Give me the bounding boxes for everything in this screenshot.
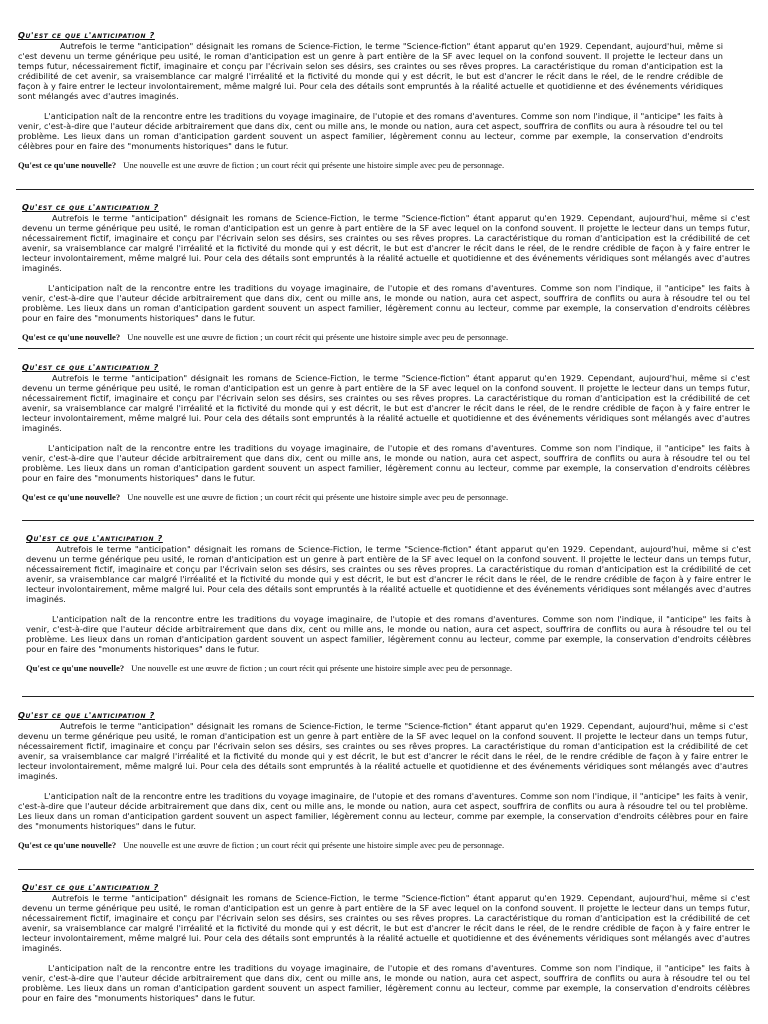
question-line — [18, 840, 748, 850]
divider-line — [22, 520, 754, 521]
paragraph-definition: Autrefois le terme "anticipation" désignait les romans de Science-Fiction, le terme "Science-fiction" étant apparut qu'en 1929. Cependant, aujourd'hui, même si c'est devenu un terme générique peu usité, le roman d'anticipation est un genre à part entière de la SF avec lequel on la confond souvent. Il projette le lecteur dans un temps futur, nécessairement fictif, imaginaire et conçu par l'écrivain selon ses désirs, ses craintes ou ses rêves propres. La caractéristique du roman d'anticipation est la crédibilité de cet avenir, sa vraisemblance car malgré l'irréalité et la fictivité du monde qui y est décrit, le but est d'ancrer le récit dans le réel, de le rendre crédible de façon à y faire entrer le lecteur involontairement, même malgré lui. Pour cela des détails sont empruntés à la réalité actuelle et quotidienne et des événements véridiques sont mélangés avec d'autres imaginés. — [22, 893, 750, 954]
question-line — [22, 332, 750, 342]
question-label: Qu'est ce qu'une nouvelle? — [22, 491, 121, 502]
paragraph-origins: L'anticipation naît de la rencontre entre les traditions du voyage imaginaire, de l'utopie et des romans d'aventures. Comme son nom l'indique, il "anticipe" les faits à venir, c'est-à-dire que l'auteur décide arbitrairement que dans dix, cent ou mille ans, le monde ou nation, aura cet aspect, souffrira de conflits ou aura à résoudre tel ou tel problème. Les lieux dans un roman d'anticipation gardent souvent un aspect familier, légèrement connu au lecteur, comme par exemple, la conservation d'endroits célèbres pour en faire des "monuments historiques" dans le futur. — [22, 282, 750, 323]
section-title: Qu'est ce que l'anticipation ? — [18, 30, 155, 40]
question-answer: Une nouvelle est une œuvre de fiction ; un court récit qui présente une histoire simple avec peu de personnage. — [131, 662, 513, 673]
document-block-1 — [18, 30, 723, 170]
paragraph-definition: Autrefois le terme "anticipation" désignait les romans de Science-Fiction, le terme "Science-fiction" étant apparut qu'en 1929. Cependant, aujourd'hui, même si c'est devenu un terme générique peu usité, le roman d'anticipation est un genre à part entière de la SF avec lequel on la confond souvent. Il projette le lecteur dans un temps futur, nécessairement fictif, imaginaire et conçu par l'écrivain selon ses désirs, ses craintes ou ses rêves propres. La caractéristique du roman d'anticipation est la crédibilité de cet avenir, sa vraisemblance car malgré l'irréalité et la fictivité du monde qui y est décrit, le but est d'ancrer le récit dans le réel, de le rendre crédible de façon à y faire entrer le lecteur involontairement, même malgré lui. Pour cela des détails sont empruntés à la réalité actuelle et quotidienne et des événements véridiques sont mélangés avec d'autres imaginés. — [18, 721, 748, 782]
section-title: Qu'est ce que l'anticipation ? — [22, 882, 159, 892]
section-title: Qu'est ce que l'anticipation ? — [22, 202, 159, 212]
section-title: Qu'est ce que l'anticipation ? — [26, 533, 163, 543]
document-block-2 — [22, 202, 750, 342]
document-block-3 — [22, 362, 750, 502]
divider-line — [22, 696, 754, 697]
question-line — [18, 160, 723, 170]
question-label: Qu'est ce qu'une nouvelle? — [22, 331, 121, 342]
paragraph-origins: L'anticipation naît de la rencontre entre les traditions du voyage imaginaire, de l'utopie et des romans d'aventures. Comme son nom l'indique, il "anticipe" les faits à venir, c'est-à-dire que l'auteur décide arbitrairement que dans dix, cent ou mille ans, le monde ou nation, aura cet aspect, souffrira de conflits ou aura à résoudre tel ou tel problème. Les lieux dans un roman d'anticipation gardent souvent un aspect familier, légèrement connu au lecteur, comme par exemple, la conservation d'endroits célèbres pour en faire des "monuments historiques" dans le futur. — [26, 613, 751, 654]
question-answer: Une nouvelle est une œuvre de fiction ; un court récit qui présente une histoire simple avec peu de personnage. — [123, 159, 505, 170]
document-block-5 — [18, 710, 748, 850]
paragraph-origins: L'anticipation naît de la rencontre entre les traditions du voyage imaginaire, de l'utopie et des romans d'aventures. Comme son nom l'indique, il "anticipe" les faits à venir, c'est-à-dire que l'auteur décide arbitrairement que dans dix, cent ou mille ans, le monde ou nation, aura cet aspect, souffrira de conflits ou aura à résoudre tel ou tel problème. Les lieux dans un roman d'anticipation gardent souvent un aspect familier, légèrement connu au lecteur, comme par exemple, la conservation d'endroits célèbres pour en faire des "monuments historiques" dans le futur. — [22, 962, 750, 1003]
section-title: Qu'est ce que l'anticipation ? — [18, 710, 155, 720]
divider-line — [18, 348, 754, 349]
paragraph-origins: L'anticipation naît de la rencontre entre les traditions du voyage imaginaire, de l'utopie et des romans d'aventures. Comme son nom l'indique, il "anticipe" les faits à venir, c'est-à-dire que l'auteur décide arbitrairement que dans dix, cent ou mille ans, le monde ou nation, aura cet aspect, souffrira de conflits ou aura à résoudre tel ou tel problème. Les lieux dans un roman d'anticipation gardent souvent un aspect familier, légèrement connu au lecteur, comme par exemple, la conservation d'endroits célèbres pour en faire des "monuments historiques" dans le futur. — [22, 442, 750, 483]
paragraph-origins: L'anticipation naît de la rencontre entre les traditions du voyage imaginaire, de l'utopie et des romans d'aventures. Comme son nom l'indique, il "anticipe" les faits à venir, c'est-à-dire que l'auteur décide arbitrairement que dans dix, cent ou mille ans, le monde ou nation, aura cet aspect, souffrira de conflits ou aura à résoudre tel ou tel problème. Les lieux dans un roman d'anticipation gardent souvent un aspect familier, légèrement connu au lecteur, comme par exemple, la conservation d'endroits célèbres pour en faire des "monuments historiques" dans le futur. — [18, 790, 748, 831]
document-block-4 — [26, 533, 751, 673]
paragraph-definition: Autrefois le terme "anticipation" désignait les romans de Science-Fiction, le terme "Science-fiction" étant apparut qu'en 1929. Cependant, aujourd'hui, même si c'est devenu un terme générique peu usité, le roman d'anticipation est un genre à part entière de la SF avec lequel on la confond souvent. Il projette le lecteur dans un temps futur, nécessairement fictif, imaginaire et conçu par l'écrivain selon ses désirs, ses craintes ou ses rêves propres. La caractéristique du roman d'anticipation est la crédibilité de cet avenir, sa vraisemblance car malgré l'irréalité et la fictivité du monde qui y est décrit, le but est d'ancrer le récit dans le réel, de le rendre crédible de façon à y faire entrer le lecteur involontairement, même malgré lui. Pour cela des détails sont empruntés à la réalité actuelle et quotidienne et des événements véridiques sont mélangés avec d'autres imaginés. — [22, 373, 750, 434]
question-answer: Une nouvelle est une œuvre de fiction ; un court récit qui présente une histoire simple avec peu de personnage. — [123, 839, 505, 850]
question-answer: Une nouvelle est une œuvre de fiction ; un court récit qui présente une histoire simple avec peu de personnage. — [127, 491, 509, 502]
paragraph-definition: Autrefois le terme "anticipation" désignait les romans de Science-Fiction, le terme "Science-fiction" étant apparut qu'en 1929. Cependant, aujourd'hui, même si c'est devenu un terme générique peu usité, le roman d'anticipation est un genre à part entière de la SF avec lequel on la confond souvent. Il projette le lecteur dans un temps futur, nécessairement fictif, imaginaire et conçu par l'écrivain selon ses désirs, ses craintes ou ses rêves propres. La caractéristique du roman d'anticipation est la crédibilité de cet avenir, sa vraisemblance car malgré l'irréalité et la fictivité du monde qui y est décrit, le but est d'ancrer le récit dans le réel, de le rendre crédible de façon à y faire entrer le lecteur involontairement, même malgré lui. Pour cela des détails sont empruntés à la réalité actuelle et quotidienne et des événements véridiques sont mélangés avec d'autres imaginés. — [26, 544, 751, 605]
question-label: Qu'est ce qu'une nouvelle? — [18, 839, 117, 850]
question-label: Qu'est ce qu'une nouvelle? — [18, 159, 117, 170]
question-line — [26, 663, 751, 673]
divider-line — [18, 869, 754, 870]
question-label: Qu'est ce qu'une nouvelle? — [26, 662, 125, 673]
paragraph-definition: Autrefois le terme "anticipation" désignait les romans de Science-Fiction, le terme "Science-fiction" étant apparut qu'en 1929. Cependant, aujourd'hui, même si c'est devenu un terme générique peu usité, le roman d'anticipation est un genre à part entière de la SF avec lequel on la confond souvent. Il projette le lecteur dans un temps futur, nécessairement fictif, imaginaire et conçu par l'écrivain selon ses désirs, ses craintes ou ses rêves propres. La caractéristique du roman d'anticipation est la crédibilité de cet avenir, sa vraisemblance car malgré l'irréalité et la fictivité du monde qui y est décrit, le but est d'ancrer le récit dans le réel, de le rendre crédible de façon à y faire entrer le lecteur involontairement, même malgré lui. Pour cela des détails sont empruntés à la réalité actuelle et quotidienne et des événements véridiques sont mélangés avec d'autres imaginés. — [18, 41, 723, 102]
paragraph-definition: Autrefois le terme "anticipation" désignait les romans de Science-Fiction, le terme "Science-fiction" étant apparut qu'en 1929. Cependant, aujourd'hui, même si c'est devenu un terme générique peu usité, le roman d'anticipation est un genre à part entière de la SF avec lequel on la confond souvent. Il projette le lecteur dans un temps futur, nécessairement fictif, imaginaire et conçu par l'écrivain selon ses désirs, ses craintes ou ses rêves propres. La caractéristique du roman d'anticipation est la crédibilité de cet avenir, sa vraisemblance car malgré l'irréalité et la fictivité du monde qui y est décrit, le but est d'ancrer le récit dans le réel, de le rendre crédible de façon à y faire entrer le lecteur involontairement, même malgré lui. Pour cela des détails sont empruntés à la réalité actuelle et quotidienne et des événements véridiques sont mélangés avec d'autres imaginés. — [22, 213, 750, 274]
section-title: Qu'est ce que l'anticipation ? — [22, 362, 159, 372]
divider-line — [16, 189, 754, 190]
paragraph-origins: L'anticipation naît de la rencontre entre les traditions du voyage imaginaire, de l'utopie et des romans d'aventures. Comme son nom l'indique, il "anticipe" les faits à venir, c'est-à-dire que l'auteur décide arbitrairement que dans dix, cent ou mille ans, le monde ou nation, aura cet aspect, souffrira de conflits ou aura à résoudre tel ou tel problème. Les lieux dans un roman d'anticipation gardent souvent un aspect familier, légèrement connu au lecteur, comme par exemple, la conservation d'endroits célèbres pour en faire des "monuments historiques" dans le futur. — [18, 110, 723, 151]
question-line — [22, 492, 750, 502]
question-answer: Une nouvelle est une œuvre de fiction ; un court récit qui présente une histoire simple avec peu de personnage. — [127, 331, 509, 342]
document-block-6 — [22, 882, 750, 1003]
